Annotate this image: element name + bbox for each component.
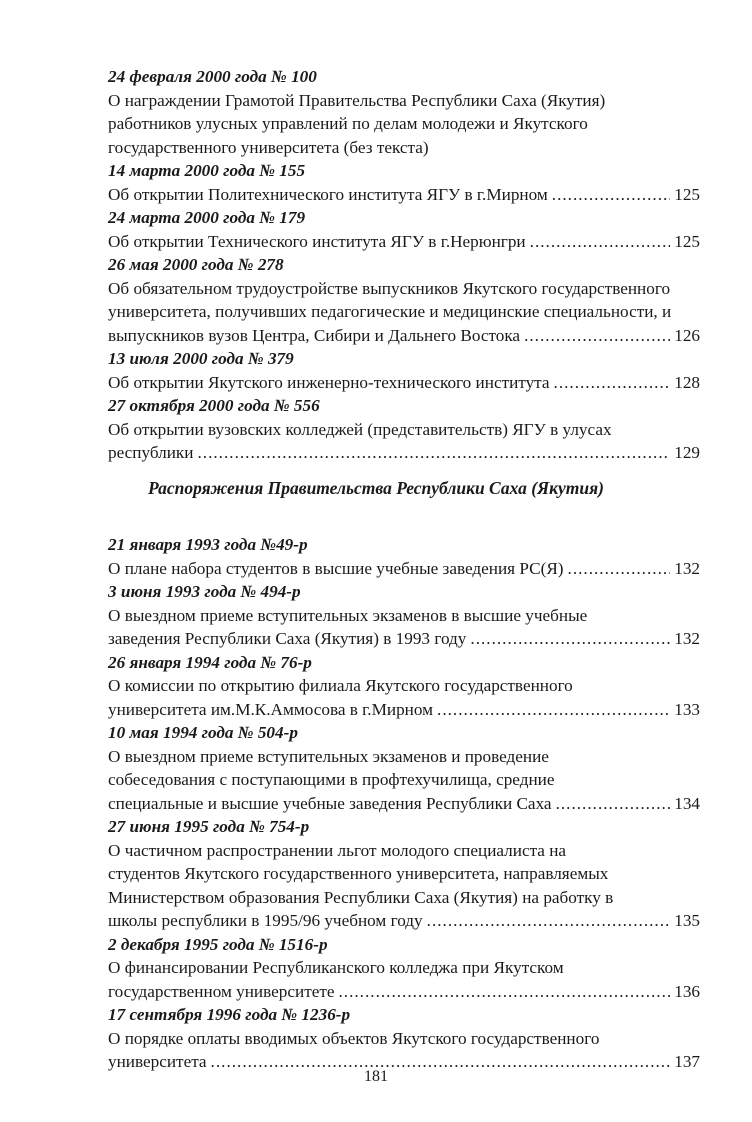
toc-entry — [108, 1003, 700, 1074]
entry-line-with-page — [108, 980, 700, 1004]
entry-page: 134 — [674, 793, 700, 813]
entry-line-with-page — [108, 441, 700, 465]
entry-text: Об обязательном трудоустройстве выпускников Якутского государственного — [108, 278, 671, 298]
entry-text: Об открытии Политехнического института ЯГУ в г.Мирном — [108, 184, 548, 204]
entry-text: республики — [108, 443, 194, 462]
orders-list — [108, 533, 700, 1074]
entry-text: государственном университете — [108, 981, 335, 1001]
toc-entry — [108, 580, 700, 651]
dot-leader — [554, 371, 671, 395]
entry-text: специальные и высшие учебные заведения Республики Саха — [108, 793, 552, 813]
entry-text: Об открытии Якутского инженерно-технического института — [108, 372, 550, 392]
dot-leader — [524, 324, 670, 348]
entry-date: 27 июня 1995 года № 754-р — [108, 817, 310, 836]
toc-entry — [108, 394, 700, 465]
toc-entry — [108, 253, 700, 347]
entry-text: студентов Якутского государственного университета, направляемых — [108, 864, 609, 883]
toc-entry — [108, 721, 700, 815]
entry-page: 135 — [674, 911, 700, 930]
entry-date: 2 декабря 1995 года № 1516-р — [108, 934, 328, 954]
entry-line-with-page — [108, 627, 700, 651]
decrees-list — [108, 65, 700, 465]
entry-line-with-page — [108, 324, 700, 348]
entry-page: 133 — [674, 699, 700, 719]
entry-line-with-page — [108, 557, 700, 581]
entry-page: 129 — [674, 443, 700, 462]
entry-text: О плане набора студентов в высшие учебные заведения РС(Я) — [108, 558, 564, 578]
entry-text: О частичном распространении льгот молодого специалиста на — [108, 840, 567, 860]
entry-line-with-page — [108, 792, 700, 816]
page-number: 181 — [364, 1068, 388, 1085]
dot-leader — [470, 627, 670, 651]
entry-date: 21 января 1993 года №49-р — [108, 535, 308, 554]
entry-text: государственного университета (без текста) — [108, 137, 429, 157]
toc-entry — [108, 815, 700, 933]
entry-line-with-page — [108, 183, 700, 207]
entry-text: Об открытии Технического института ЯГУ в г.Нерюнгри — [108, 231, 526, 251]
entry-date: 24 февраля 2000 года № 100 — [108, 67, 317, 86]
entry-text: Министерством образования Республики Саха (Якутия) на работку в — [108, 887, 614, 907]
entry-date: 3 июня 1993 года № 494-р — [108, 582, 301, 601]
toc-entry — [108, 651, 700, 722]
entry-text: О награждении Грамотой Правительства Республики Саха (Якутия) — [108, 90, 606, 110]
dot-leader — [556, 792, 671, 816]
entry-date: 14 марта 2000 года № 155 — [108, 161, 306, 180]
dot-leader — [427, 909, 671, 933]
entry-date: 27 октября 2000 года № 556 — [108, 396, 320, 415]
entry-text: О порядке оплаты вводимых объектов Якутского государственного — [108, 1028, 600, 1048]
entry-line-with-page — [108, 909, 700, 933]
entry-date: 17 сентября 1996 года № 1236-р — [108, 1005, 351, 1024]
toc-entry — [108, 65, 700, 159]
entry-text: Об открытии вузовских колледжей (представительств) ЯГУ в улусах — [108, 419, 612, 439]
dot-leader — [530, 230, 671, 254]
toc-entry — [108, 347, 700, 394]
entry-page: 126 — [674, 325, 700, 345]
entry-text: школы республики в 1995/96 учебном году — [108, 911, 423, 930]
dot-leader — [552, 183, 670, 207]
entry-text: О выездном приеме вступительных экзаменов и проведение — [108, 746, 549, 766]
toc-entry — [108, 933, 700, 1004]
entry-page: 136 — [674, 981, 700, 1001]
dot-leader — [568, 557, 671, 581]
entry-date: 24 марта 2000 года № 179 — [108, 208, 306, 227]
entry-date: 26 мая 2000 года № 278 — [108, 255, 284, 274]
entry-text: работников улусных управлений по делам молодежи и Якутского — [108, 114, 588, 133]
entry-date: 26 января 1994 года № 76-р — [108, 652, 312, 672]
entry-text: О финансировании Республиканского колледжа при Якутском — [108, 958, 564, 977]
entry-text: О выездном приеме вступительных экзаменов в высшие учебные — [108, 605, 588, 625]
toc-entry — [108, 533, 700, 580]
entry-date: 10 мая 1994 года № 504-р — [108, 723, 298, 742]
entry-page: 132 — [674, 629, 700, 648]
entry-text: университета — [108, 1052, 207, 1071]
entry-line-with-page — [108, 698, 700, 722]
entry-page: 128 — [674, 372, 700, 392]
entry-page: 132 — [674, 558, 700, 578]
entry-line-with-page — [108, 371, 700, 395]
entry-date: 13 июля 2000 года № 379 — [108, 349, 294, 368]
toc-entry — [108, 206, 700, 253]
entry-text: собеседования с поступающими в профтехучилища, средние — [108, 770, 555, 789]
entry-text: университета, получивших педагогические и медицинские специальности, и — [108, 302, 672, 321]
entry-page: 125 — [674, 184, 700, 204]
dot-leader — [437, 698, 670, 722]
entry-page: 137 — [674, 1052, 700, 1071]
dot-leader — [338, 980, 670, 1004]
toc-entry — [108, 159, 700, 206]
entry-text: выпускников вузов Центра, Сибири и Дальнего Востока — [108, 325, 521, 345]
entry-text: университета им.М.К.Аммосова в г.Мирном — [108, 699, 434, 719]
entry-text: заведения Республики Саха (Якутия) в 1993 году — [108, 629, 467, 648]
section-heading: Распоряжения Правительства Республики Саха (Якутия) — [148, 478, 604, 498]
dot-leader — [197, 441, 670, 465]
entry-page: 125 — [674, 231, 700, 251]
entry-text: О комиссии по открытию филиала Якутского государственного — [108, 676, 573, 695]
entry-line-with-page — [108, 230, 700, 254]
